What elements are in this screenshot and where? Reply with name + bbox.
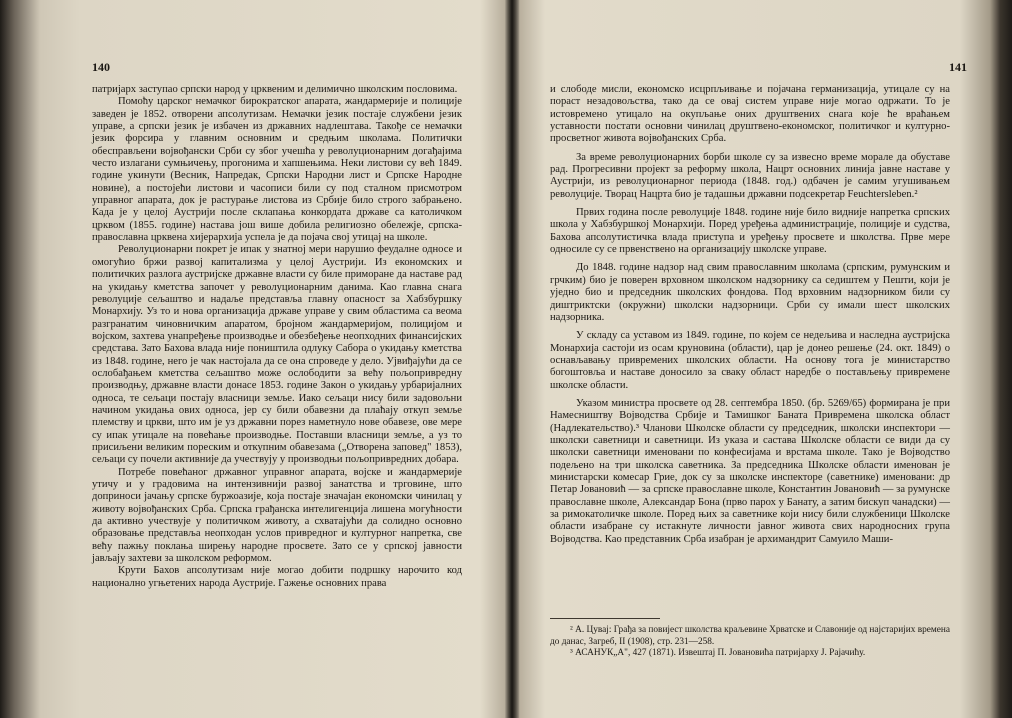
paragraph: Револуционарни покрет је ипак у знатној мери нарушио феудалне односе и омогућио бржи развој капитализма у целој Аустрији. Из економских и политичких разлога аустријске државне власти су биле приморане да наставе рад на укидању кметства започет у револуционарним данима. Као главна снага револуције сељаштво и надаље представља главну опасност за Хабзбуршку Монархију. Уз то и нова организација државе управе у свим областима са веома разгранатим чиновничким апаратом, бројном жандармеријом, полицијом и војском, захтева унапређење производње и обезбеђење неопходних финансијских средстава. Зато Бахова влада није поништила одлуку Сабора о укидању кметства из 1848. године, него је чак настојала да се она спроведе у дело. Ујвиђајући да се ослобађањем кметства сељаштво може ослободити за већу пољопривредну производњу, државне власти донасе 1853. године Закон о укидању урбаријалних односа, те сељаци постају власници земље. Иако сељаци нису били задовољни начином укидања ових односа, јер су били обавезни да плаћају откуп земље племству и цркви, што им је уз државни порез наметнуло нове обавезе, ове мере су ипак утицале на повећање производње. Поставши власници земље, а уз то присиљени великим пореским и откупним обавезама („Отворена заповед" 1853), сељаци су почели активније да учествују у производњи пољопривредних добара. bbox=[92, 244, 462, 466]
paragraph: За време револуционарних борби школе су за извесно време морале да обуставе рад. Прогресивни пројект за реформу школа, Нацрт основних линија јавне наставе у Аустрији, из револуционарног периода (1848. год.) одбачен је самим угушивањем револуције. Творац Нацрта био је тадашњи државни подсекретар Feuchtersleben.² bbox=[550, 151, 950, 200]
paragraph: Помоћу царског немачког бирократског апарата, жандармерије и полиције заведен је 1852. отворени апсолутизам. Немачки језик постаје службени језик управе, а српски језик је избачен из државних надлештава. Такође се немачки језик форсира у главним основним и средњим школама. Политички обесправљени војвођански Срби су због учешћа у револуционарним догађајима често излагани сумњичењу, прогонима и хапшењима. Неки листови су већ 1849. године укинути (Весник, Напредак, Српски Народни лист и Српске Народне новине), а постојећи листови и часописи били су под сталном присмотром управног апарата, док је растурање листова из Србије било строго забрањено. Када је у целој Аустрији после склапања конкордата државе са католичком црквом (1855. године) настава још више добила религиозно обележје, српска-православна црквена хијерархија успела је да појача свој утицај на школе. bbox=[92, 96, 462, 244]
paragraph: патријарх заступао српски народ у црквеним и делимично школским пословима. bbox=[92, 84, 458, 95]
paragraph: и слободе мисли, економско исцрпљивање и појачана германизација, утицале су на пораст незадовољства, тако да се овај систем управе није могао одржати. То је истовремено утицало на окупљање оних друштвених снага које ће враћањем уставности постати основни чинилац друштвено-економског, политичког и културно-просветног живота војвођанских Срба. bbox=[550, 84, 950, 145]
page-body bbox=[550, 84, 950, 546]
page-number: 140 bbox=[92, 60, 110, 74]
footnote: ³ АСАНУК„А", 427 (1871). Извештај П. Јовановића патријарху Ј. Рајачићу. bbox=[570, 648, 866, 658]
footnote-rule bbox=[550, 618, 660, 619]
paragraph: У складу са уставом из 1849. године, по којем се недељива и наследна аустријска Монархија састоји из осам круновина (области), цар је донео решење (24. окт. 1849) о оснављавању привремених школских области. На основу тога је министарство богоштовља и наставе доносило за сваку област наредбе о постављењу привремене школске области. bbox=[550, 330, 950, 391]
page-number: 141 bbox=[949, 60, 967, 74]
paragraph: Потребе повећаног државног управног апарата, војске и жандармерије утичу и у градовима на интензивнији развој занатства и трговине, што доприноси јачању српске буржоазије, која постаје значајан економски чинилац у животу војвођанских Срба. Српска грађанска интелигенција лишена могућности да активно учествује у политичком животу, а схватајући да солидно основно образовање представља неопходан услов привредног и културног напретка, све већу пажњу поклања ширењу народне просвете. Зато се у српској јавности јављају захтеви за школском реформом. bbox=[92, 466, 462, 565]
paragraph: Крути Бахов апсолутизам није могао добити подршку нарочито код национално угњетених народа Аустрије. Гажење основних права bbox=[92, 565, 462, 589]
page-body bbox=[92, 84, 462, 590]
footnote: ² А. Цуваj: Грађа за повијест школства краљевине Хрватске и Славоније од најстаријих времена до данас, Загреб, II (1908), стр. 231—258. bbox=[550, 625, 950, 647]
right-page bbox=[512, 0, 1012, 718]
footnotes bbox=[550, 618, 950, 660]
paragraph: Првих година после револуције 1848. године није било видније напретка српских школа у Хабзбуршкој Монархији. Поред уређења администрације, полиције и судства, Бахова апсолутистичка влада приступа и уређењу просвете и школства. Прве мере односиле су се првенствено на организацију школске управе. bbox=[550, 207, 950, 256]
paragraph: Указом министра просвете од 28. септембра 1850. (бр. 5269/65) формирана је при Намесништву Војводства Србије и Тамишког Баната Привремена школска област (Надлекательство).³ Чланови Школске области су председник, школски инспектори — школски саветници и саветници. Из указа и састава Школске области се види да су школски саветници именовани по конфесијама и врстама школе. Тако је Војводство подељено на три школска саветника. За председника Школске области именован је министарски комесар Гриe, док су за школске инспекторе (саветнике) именовани: др Петар Јовановић — за српске православне школе, Константин Јовановић — за румунске православне школе, Александар Бона (прво парох у Банату, а затим бискуп чанадски) — за римокатоличке школе. Поред њих за саветнике који нису били службеници Школске области изабране су истакнуте личности јавног живота свих народносних група Војводства. Као представник Срба изабран је архимандрит Самуило Маши- bbox=[550, 397, 950, 545]
paragraph: До 1848. године надзор над свим православним школама (српским, румунским и грчким) био је поверен врховном школском надзорнику са седиштем у Пешти, који је уједно био и председник школских фондова. Под врховним надзорником били су диштриктски (окружни) школски надзорници. Срби су имали шест школских надзорника. bbox=[550, 262, 950, 323]
